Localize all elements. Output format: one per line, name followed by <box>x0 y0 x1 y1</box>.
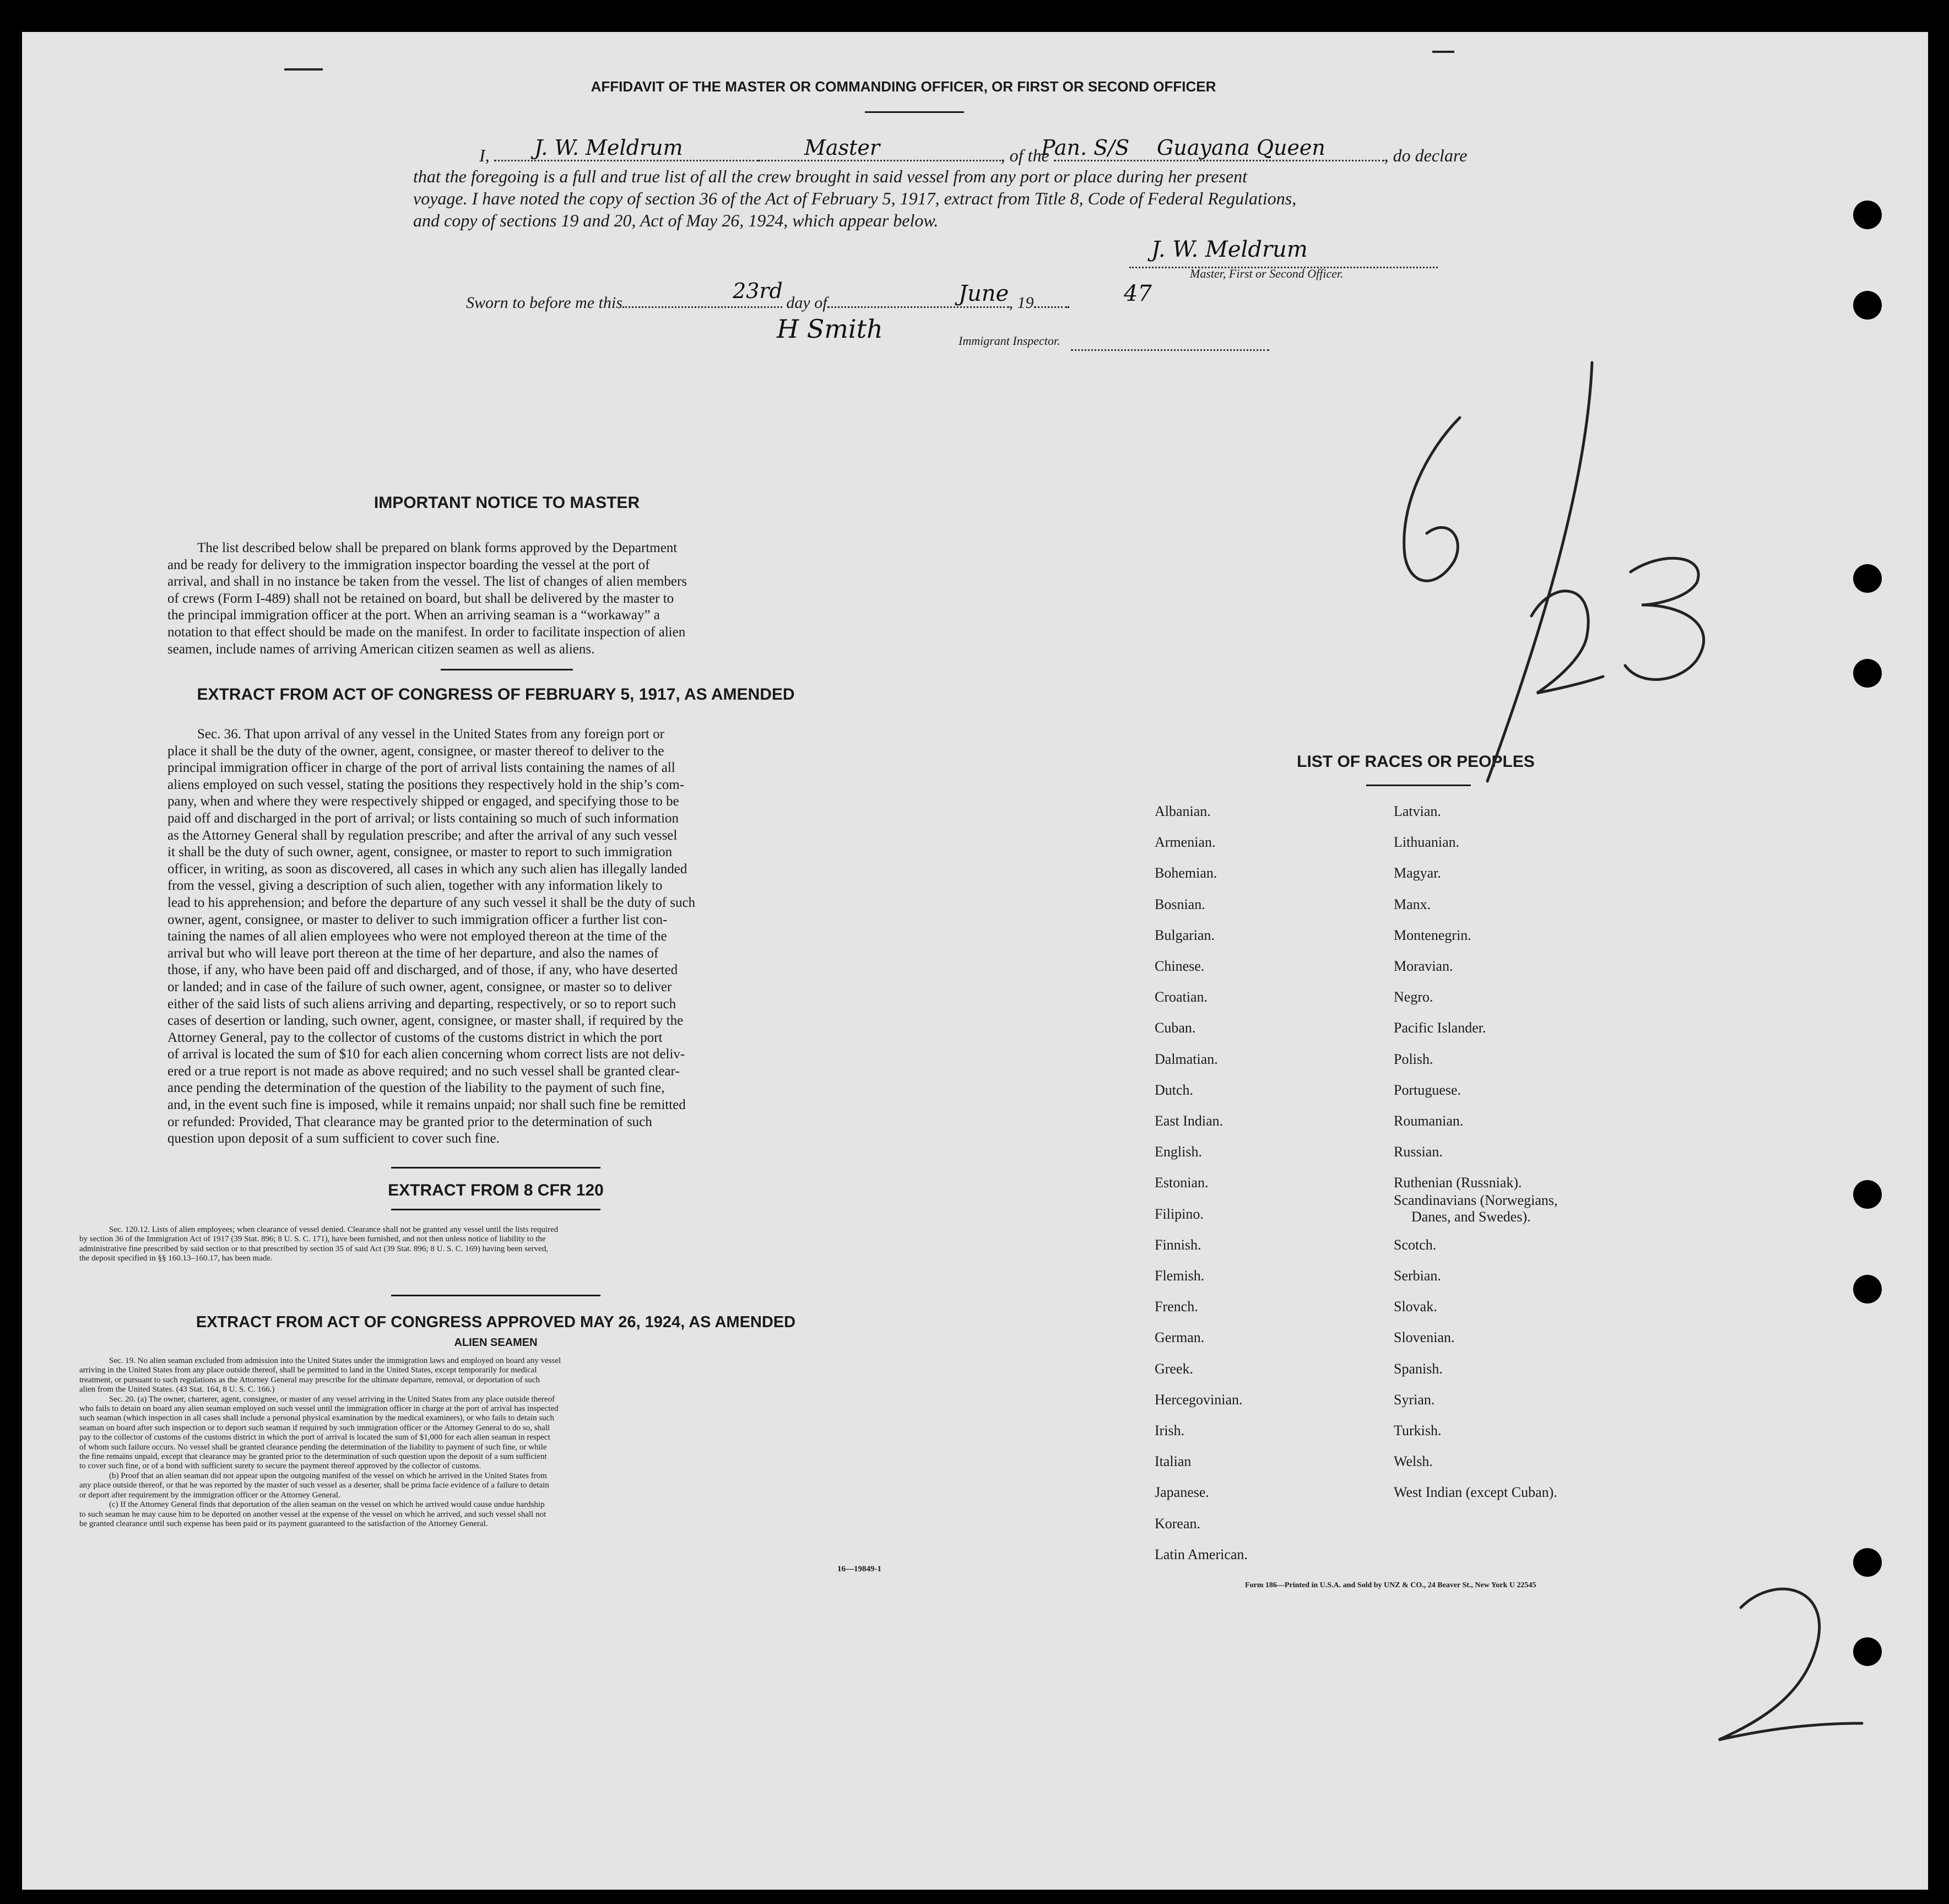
inspector-signature-line <box>1071 347 1269 351</box>
affidavit-title: AFFIDAVIT OF THE MASTER OR COMMANDING OFFICER, OR FIRST OR SECOND OFFICER <box>591 78 1216 95</box>
handwritten-vessel-name: Guayana Queen <box>1157 136 1325 160</box>
affidavit-line2: that the foregoing is a full and true list of all the crew brought in said vessel from any port or place during her present <box>413 166 1247 186</box>
mark-three <box>1625 558 1704 679</box>
race-item: Portuguese. <box>1394 1081 1461 1098</box>
officer-caption: Master, First or Second Officer. <box>1190 267 1344 280</box>
extract-1924-title: EXTRACT FROM ACT OF CONGRESS APPROVED MAY 26, 1924, AS AMENDED <box>196 1313 796 1331</box>
race-item: Albanian. <box>1155 803 1211 819</box>
race-item: Bulgarian. <box>1155 927 1215 943</box>
mark-two <box>1531 591 1603 693</box>
divider <box>391 1295 600 1296</box>
handwritten-page-mark <box>1686 1564 1884 1762</box>
mark-slash <box>1487 363 1592 781</box>
top-left-mark <box>284 68 323 71</box>
race-item: French. <box>1155 1299 1198 1315</box>
race-item: Welsh. <box>1394 1453 1433 1470</box>
handwritten-day: 23rd <box>733 279 783 303</box>
extract-1917-text: Sec. 36. That upon arrival of any vessel in the United States from any foreign port or place it shall be the duty of the owner, agent, consignee, or master thereof to deliver to the principal immigration officer in charge of the port of arrival lists containing the names of all aliens employed on such vessel, stating the positions they respectively hold in the ship’s com- pany, when and where they were respectively shipped or engaged, and specifying those to be paid off and discharged in the port of arrival; or lists containing so much of such information as the Attorney General shall by regulation prescribe; and after the arrival of any such vessel it shall be the duty of such owner, agent, consignee, or master to report to such immigration officer, in writing, as soon as discovered, all cases in which any such alien has illegally landed from the vessel, giving a description of such alien, together with any information likely to lead to his apprehension; and before the departure of any such vessel it shall be the duty of such owner, agent, consignee, or master to deliver to such immigration officer a further list con- taining the names of all alien employees who were not employed thereon at the time of the arrival but who will leave port thereon at the time of her departure, and also the names of those, if any, who have been paid off and discharged, and of those, if any, who have deserted or landed; and in case of the failure of such owner, agent, consignee, or master so to deliver either of the said lists of such aliens arriving and departing, respectively, or so to report such cases of desertion or landing, such owner, agent, consignee, or master shall, if required by the Attorney General, pay to the collector of customs of the customs district in which the port of arrival is located the sum of $10 for each alien concerning whom correct lists are not deliv- ered or a true report is not made as above required; and no such vessel shall be granted clear- ance pending the determination of the question of the liability to the payment of such fine, and, in the event such fine is imposed, while it remains unpaid; nor shall such fine be remitted or refunded: Provided, That clearance may be granted prior to the determination of such question upon deposit of a sum sufficient to cover such fine. <box>167 727 696 1146</box>
race-item: Greek. <box>1155 1360 1194 1377</box>
handwritten-vessel-type: Pan. S/S <box>1041 136 1130 160</box>
race-item: Chinese. <box>1155 958 1205 974</box>
race-item: East Indian. <box>1155 1113 1223 1129</box>
race-item: Bohemian. <box>1155 865 1217 881</box>
punch-hole <box>1853 291 1882 320</box>
race-item: Japanese. <box>1155 1484 1209 1501</box>
mark-page-two <box>1719 1589 1862 1740</box>
extract-cfr-text: Sec. 120.12. Lists of alien employees; when clearance of vessel denied. Clearance shall not be granted any vessel until the lists required by section 36 of the Immigration Act of 1917 (39 Stat. 896; 8 U. S. C. 171), have been furnished, and not then unless notice of liability to the administrative fine prescribed by said section or to that prescribed by section 35 of said Act (39 Stat. 896; 8 U. S. C. 169) having been served, the deposit specified in §§ 160.13–160.17, has been made. <box>79 1225 559 1263</box>
affidavit-line4: and copy of sections 19 and 20, Act of May 26, 1924, which appear below. <box>413 210 939 230</box>
race-item: West Indian (except Cuban). <box>1394 1484 1557 1501</box>
notice-text: The list described below shall be prepared on blank forms approved by the Department and be ready for delivery to the immigration inspector boarding the vessel at the port of arrival, and shall in no instance be taken from the vessel. The list of changes of alien members of crews (Form I-489) shall not be retained on board, but shall be delivered by the master to the principal immigration officer at the port. When an arriving seaman is a “workaway” a notation to that effect should be made on the manifest. In order to facilitate inspection of alien seamen, include names of arriving American citizen seamen as well as aliens. <box>167 540 687 657</box>
race-item: Estonian. <box>1155 1175 1209 1191</box>
handwritten-inspector: H Smith <box>777 314 883 344</box>
affidavit-line3: voyage. I have noted the copy of section 36 of the Act of February 5, 1917, extract from Title 8, Code of Federal Regulations, <box>413 188 1297 208</box>
handwritten-year: 47 <box>1124 281 1152 306</box>
race-item: Italian <box>1155 1453 1192 1470</box>
extract-1917-title: EXTRACT FROM ACT OF CONGRESS OF FEBRUARY 5, 1917, AS AMENDED <box>197 685 795 704</box>
handwritten-month: June <box>959 281 1009 306</box>
race-item: Korean. <box>1155 1515 1201 1532</box>
handwritten-date-mark <box>1366 329 1763 814</box>
race-item: Slovak. <box>1394 1299 1437 1315</box>
top-mark <box>1432 51 1454 53</box>
race-item: Montenegrin. <box>1394 927 1471 943</box>
sworn-line: Sworn to before me this day of , 19 . <box>466 289 1071 312</box>
race-item: Syrian. <box>1394 1391 1435 1408</box>
manifest-page <box>22 32 1928 1890</box>
punch-hole <box>1853 659 1882 688</box>
divider <box>391 1167 600 1169</box>
race-item: Dutch. <box>1155 1081 1194 1098</box>
race-item: German. <box>1155 1329 1205 1346</box>
punch-hole <box>1853 564 1882 593</box>
race-item: Manx. <box>1394 896 1431 912</box>
race-item: Scandinavians (Norwegians, <box>1394 1192 1558 1209</box>
extract-1924-subtitle: ALIEN SEAMEN <box>454 1337 538 1349</box>
race-item: Latvian. <box>1394 803 1441 819</box>
race-item: Serbian. <box>1394 1268 1441 1284</box>
race-item: Polish. <box>1394 1051 1433 1067</box>
race-item: Danes, and Swedes). <box>1411 1209 1531 1225</box>
form-code: 16—19849-1 <box>837 1565 881 1573</box>
race-item: Negro. <box>1394 989 1433 1005</box>
punch-hole <box>1853 1180 1882 1209</box>
handwritten-rank: Master <box>804 136 880 160</box>
race-item: Russian. <box>1394 1144 1443 1160</box>
race-item: Roumanian. <box>1394 1113 1464 1129</box>
extract-1924-text: Sec. 19. No alien seaman excluded from admission into the United States under the immigration laws and employed on board any vessel arriving in the United States from any place outside thereof, shall be permitted to land in the United States, except temporarily for medical treatment, or pursuant to such regulations as the Attorney General may prescribe for the ultimate departure, removal, or deportation of such alien from the United States. (43 Stat. 164, 8 U. S. C. 166.) Sec. 20. (a) The owner, charterer, agent, consignee, or master of any vessel arriving in the United States from any place outside thereof who fails to detain on board any alien seaman employed on such vessel until the immigration officer in charge at the port of arrival has inspected such seaman (which inspection in all cases shall include a personal physical examination by the medical examiners), or who fails to detain such seaman on board after such inspection or to deport such seaman if required by such immigration officer or the Attorney General to do so, shall pay to the collector of customs of the customs district in which the port of arrival is located the sum of $1,000 for each alien seaman in respect of whom such failure occurs. No vessel shall be granted clearance pending the determination of the liability to payment of such fine, or while the fine remains unpaid, except that clearance may be granted prior to the determination of such question upon the deposit of a sum sufficient to cover such fine, or of a bond with sufficient surety to secure the payment thereof approved by the collector of customs. (b) Proof that an alien seaman did not appear upon the outgoing manifest of the vessel on which he arrived in the United States from any place outside thereof, or that he was reported by the master of such vessel as a deserter, shall be prima facie evidence of a failure to detain or deport after requirement by the immigration officer or the Attorney General. (c) If the Attorney General finds that deportation of the alien seaman on the vessel on which he arrived would cause undue hardship to such seaman he may cause him to be deported on another vessel at the expense of the vessel on which he arrived, and such vessel shall not be granted clearance until such expense has been paid or its payment guaranteed to the satisfaction of the Attorney General. <box>79 1356 561 1528</box>
race-item: Magyar. <box>1394 865 1441 881</box>
inspector-caption: Immigrant Inspector. <box>959 334 1060 348</box>
races-title: LIST OF RACES OR PEOPLES <box>1297 753 1535 771</box>
mark-six <box>1404 418 1460 581</box>
race-item: Dalmatian. <box>1155 1051 1218 1067</box>
divider <box>441 669 573 670</box>
race-item: Lithuanian. <box>1394 834 1460 851</box>
race-item: Slovenian. <box>1394 1329 1455 1346</box>
race-item: Cuban. <box>1155 1020 1196 1036</box>
race-item: Latin American. <box>1155 1546 1248 1562</box>
race-item: Turkish. <box>1394 1422 1442 1438</box>
divider <box>865 111 964 113</box>
extract-cfr-title: EXTRACT FROM 8 CFR 120 <box>388 1181 604 1199</box>
punch-hole <box>1853 201 1882 229</box>
race-item: Pacific Islander. <box>1394 1020 1486 1036</box>
race-item: Bosnian. <box>1155 896 1205 912</box>
punch-hole <box>1853 1275 1882 1303</box>
race-item: Moravian. <box>1394 958 1453 974</box>
printer-note: Form 186—Printed in U.S.A. and Sold by UNZ & CO., 24 Beaver St., New York U 22545 <box>1245 1581 1536 1589</box>
race-item: Flemish. <box>1155 1268 1205 1284</box>
race-item: Spanish. <box>1394 1360 1443 1377</box>
handwritten-master-name: J. W. Meldrum <box>534 136 683 160</box>
sworn-year-field <box>1034 289 1067 308</box>
race-item: English. <box>1155 1144 1202 1160</box>
race-item: Croatian. <box>1155 989 1208 1005</box>
divider <box>391 1209 600 1210</box>
race-item: Hercegovinian. <box>1155 1391 1243 1408</box>
race-item: Scotch. <box>1394 1236 1437 1253</box>
race-item: Ruthenian (Russniak). <box>1394 1175 1522 1191</box>
notice-title: IMPORTANT NOTICE TO MASTER <box>373 494 640 512</box>
race-item: Armenian. <box>1155 834 1216 851</box>
race-item: Irish. <box>1155 1422 1185 1438</box>
race-item: Filipino. <box>1155 1205 1204 1222</box>
affidavit-line1: I, , of the , do declare <box>479 141 1467 166</box>
handwritten-signature: J. W. Meldrum <box>1151 237 1308 262</box>
race-item: Finnish. <box>1155 1236 1201 1253</box>
